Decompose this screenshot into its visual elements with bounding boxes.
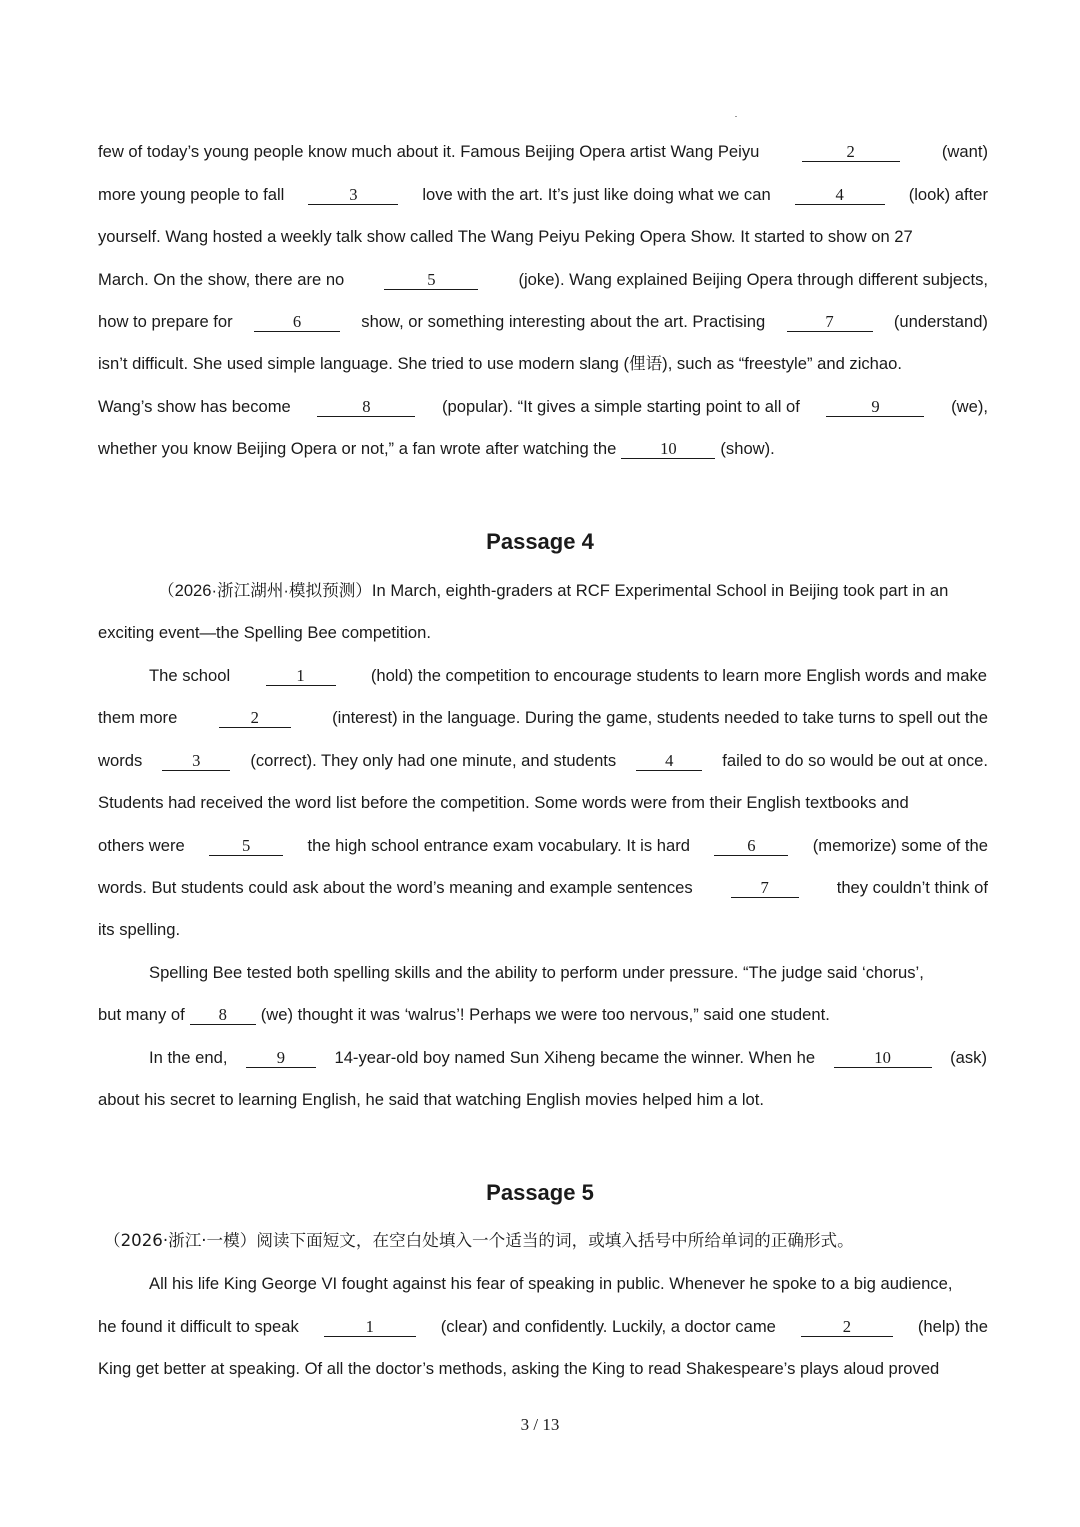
blank-10[interactable]: 10 (834, 1049, 932, 1068)
text-segment: (understand) (893, 312, 988, 331)
text-line (98, 397, 988, 417)
text-segment: March. On the show, there are no (98, 270, 345, 289)
text-line (98, 439, 988, 459)
text-segment: Spelling Bee tested both spelling skills and the ability to perform under pressure. “The judge said ‘chorus’, (149, 963, 924, 982)
text-line (98, 920, 988, 940)
text-segment: words (98, 751, 143, 770)
text-line (98, 354, 988, 374)
text-segment: exciting event—the Spelling Bee competition. (98, 623, 431, 642)
text-line (98, 312, 988, 332)
text-segment: (ask) (950, 1048, 987, 1067)
passage-5-title: Passage 5 (486, 1180, 594, 1205)
text-line (98, 878, 988, 898)
blank-9[interactable]: 9 (246, 1049, 316, 1068)
blank-6[interactable]: 6 (254, 313, 340, 332)
text-segment: whether you know Beijing Opera or not,” a fan wrote after watching the (98, 439, 617, 458)
text-segment: words. But students could ask about the word’s meaning and example sentences (98, 878, 693, 897)
blank-7[interactable]: 7 (731, 879, 799, 898)
text-segment: about his secret to learning English, he said that watching English movies helped him a lot. (98, 1090, 764, 1109)
text-segment: (we) thought it was ‘walrus’! Perhaps we were too nervous,” said one student. (260, 1005, 830, 1024)
blank-4[interactable]: 4 (795, 186, 885, 205)
blank-7[interactable]: 7 (787, 313, 873, 332)
text-segment: (clear) and confidently. Luckily, a doctor came (440, 1317, 776, 1336)
blank-2[interactable]: 2 (219, 709, 291, 728)
text-line (98, 793, 988, 813)
blank-5[interactable]: 5 (209, 837, 283, 856)
text-segment: love with the art. It’s just like doing what we can (422, 185, 771, 204)
text-segment: Wang’s show has become (98, 397, 291, 416)
text-line (149, 963, 987, 983)
text-segment: (want) (941, 142, 988, 161)
text-segment: 14-year-old boy named Sun Xiheng became the winner. When he (334, 1048, 816, 1067)
blank-6[interactable]: 6 (714, 837, 788, 856)
text-segment: (we), (951, 397, 988, 416)
text-segment: (memorize) some of the (812, 836, 988, 855)
text-segment: failed to do so would be out at once. (722, 751, 988, 770)
passage-5-source (104, 1231, 994, 1251)
text-segment: (popular). “It gives a simple starting point to all of (442, 397, 800, 416)
text-segment: The school (149, 666, 231, 685)
text-segment: its spelling. (98, 920, 181, 939)
text-segment: they couldn’t think of (836, 878, 988, 897)
text-line (98, 1359, 988, 1379)
text-segment: them more (98, 708, 178, 727)
text-line (149, 1274, 987, 1294)
text-segment: (hold) the competition to encourage students to learn more English words and make (370, 666, 987, 685)
text-line (98, 1317, 988, 1337)
blank-3[interactable]: 3 (162, 752, 230, 771)
text-segment: King get better at speaking. Of all the doctor’s methods, asking the King to read Shakespeare’s plays aloud proved (98, 1359, 940, 1378)
blank-10[interactable]: 10 (621, 440, 715, 459)
passage-4-source-text: （2026·浙江湖州·模拟预测）In March, eighth-graders at RCF Experimental School in Beijing took part in an (158, 581, 949, 600)
blank-9[interactable]: 9 (826, 398, 924, 417)
blank-3[interactable]: 3 (308, 186, 398, 205)
text-line (149, 1048, 987, 1068)
text-line (98, 1005, 988, 1025)
text-segment: (joke). Wang explained Beijing Opera through different subjects, (518, 270, 988, 289)
text-segment: the high school entrance exam vocabulary. It is hard (307, 836, 690, 855)
text-line (98, 185, 988, 205)
text-segment: few of today’s young people know much about it. Famous Beijing Opera artist Wang Peiyu (98, 142, 760, 161)
passage-5-source-text: （2026·浙江·一模）阅读下面短文，在空白处填入一个适当的词，或填入括号中所给单词的正确形式。 (104, 1231, 854, 1250)
text-line (98, 270, 988, 290)
text-line (98, 142, 988, 162)
blank-2[interactable]: 2 (802, 143, 900, 162)
text-segment: (look) after (908, 185, 988, 204)
blank-5[interactable]: 5 (384, 271, 478, 290)
text-segment: (help) the (917, 1317, 988, 1336)
text-segment: how to prepare for (98, 312, 233, 331)
text-segment: he found it difficult to speak (98, 1317, 299, 1336)
blank-1[interactable]: 1 (266, 667, 336, 686)
text-segment: more young people to fall (98, 185, 285, 204)
text-line (98, 751, 988, 771)
text-segment: yourself. Wang hosted a weekly talk show called The Wang Peiyu Peking Opera Show. It started to show on 27 (98, 227, 913, 246)
text-segment: In the end, (149, 1048, 228, 1067)
text-segment: (correct). They only had one minute, and students (250, 751, 617, 770)
text-segment: Students had received the word list before the competition. Some words were from their English textbooks and (98, 793, 909, 812)
blank-8[interactable]: 8 (190, 1006, 256, 1025)
text-segment: others were (98, 836, 185, 855)
text-line (98, 708, 988, 728)
text-line (98, 836, 988, 856)
text-line (149, 666, 987, 686)
blank-2[interactable]: 2 (801, 1318, 893, 1337)
text-segment: but many of (98, 1005, 185, 1024)
text-segment: isn’t difficult. She used simple language. She tried to use modern slang (俚语), such as “freestyle” and zichao. (98, 354, 902, 373)
text-segment: (show). (720, 439, 775, 458)
blank-8[interactable]: 8 (317, 398, 415, 417)
blank-1[interactable]: 1 (324, 1318, 416, 1337)
scan-speck (735, 116, 737, 117)
blank-4[interactable]: 4 (636, 752, 702, 771)
text-segment: show, or something interesting about the art. Practising (361, 312, 766, 331)
text-segment: (interest) in the language. During the game, students needed to take turns to spell out the (332, 708, 988, 727)
page-number: 3 / 13 (520, 1415, 560, 1434)
text-line (98, 227, 988, 247)
passage-4-source (158, 581, 987, 601)
text-line (98, 623, 988, 643)
passage-4-title: Passage 4 (486, 529, 594, 554)
text-line (98, 1090, 988, 1110)
text-segment: All his life King George VI fought against his fear of speaking in public. Whenever he spoke to a big audience, (149, 1274, 953, 1293)
